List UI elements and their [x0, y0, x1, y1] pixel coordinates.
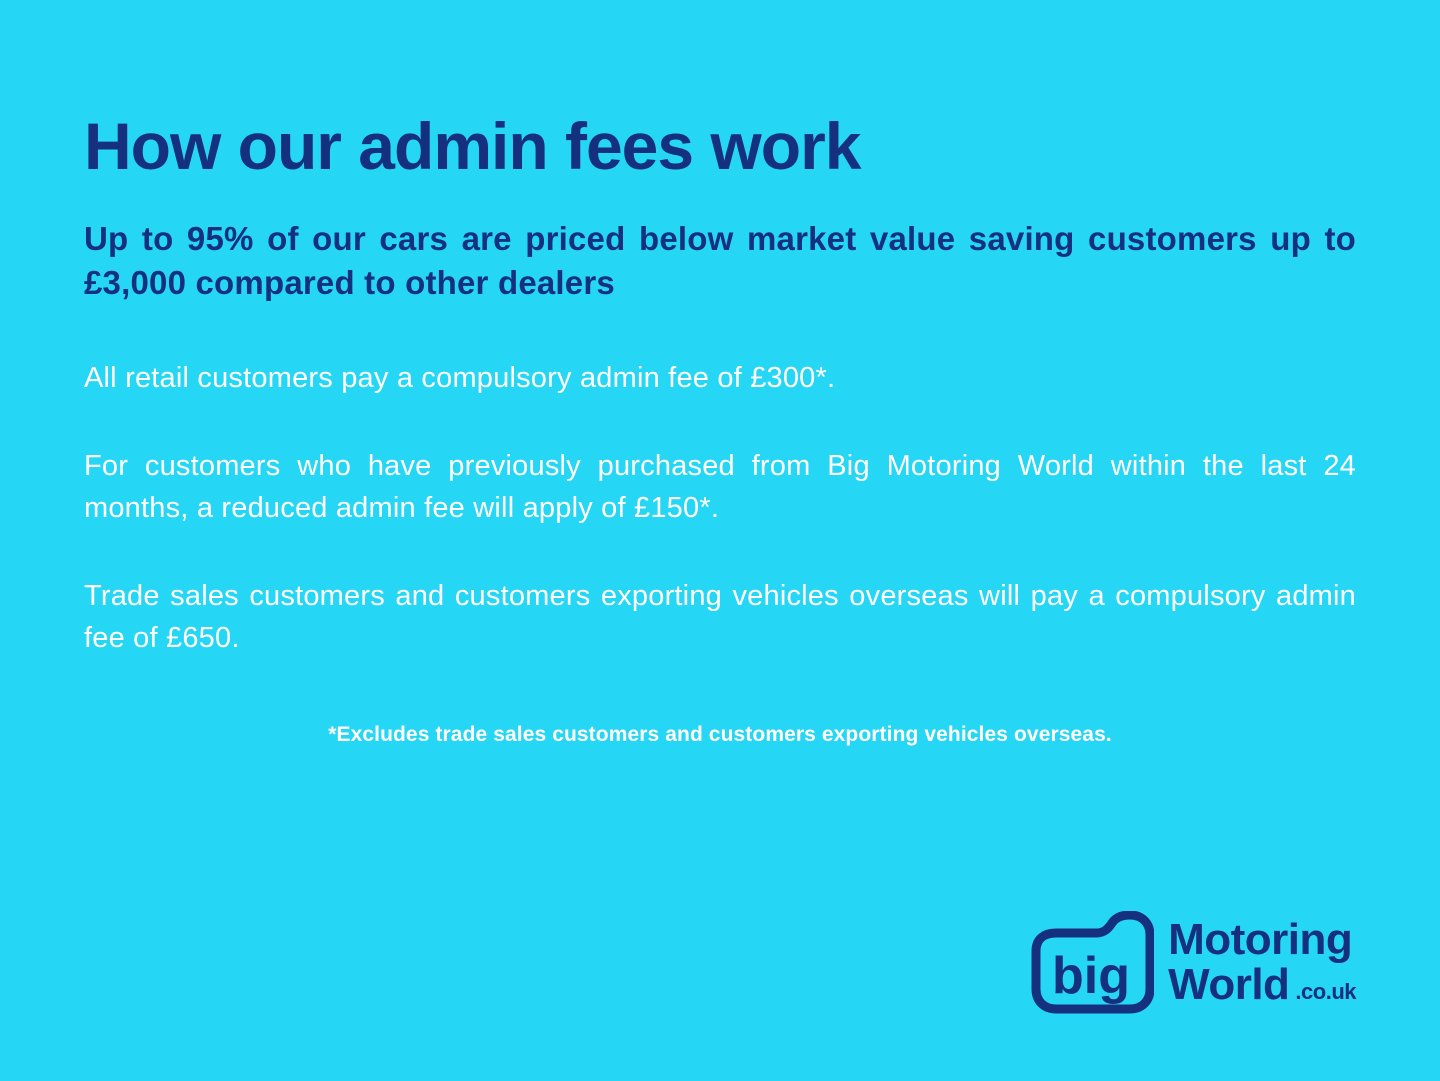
brand-word-motoring: Motoring	[1168, 915, 1353, 965]
paragraph-trade-export-fee: Trade sales customers and customers exporting vehicles overseas will pay a compulsory admin fee of £650.	[84, 580, 1356, 655]
brand-logo	[1022, 911, 1356, 1015]
footnote: *Excludes trade sales customers and customers exporting vehicles overseas.	[328, 723, 1112, 747]
big-car-logo-icon	[1022, 911, 1154, 1015]
brand-tld: .co.uk	[1295, 979, 1356, 1005]
brand-word-world: World	[1168, 960, 1290, 1009]
svg-text:big: big	[1052, 947, 1131, 1005]
page-title: How our admin fees work	[84, 109, 861, 183]
body-content	[84, 357, 1356, 659]
paragraph-returning-customer-fee: For customers who have previously purchased from Big Motoring World within the last 24 months, a reduced admin fee will apply of £150*.	[84, 450, 1356, 525]
subheading: Up to 95% of our cars are priced below market value saving customers up to £3,000 compared to other dealers	[84, 220, 1356, 302]
brand-wordmark	[1168, 915, 1356, 1009]
paragraph-retail-fee: All retail customers pay a compulsory admin fee of £300*.	[84, 362, 836, 395]
